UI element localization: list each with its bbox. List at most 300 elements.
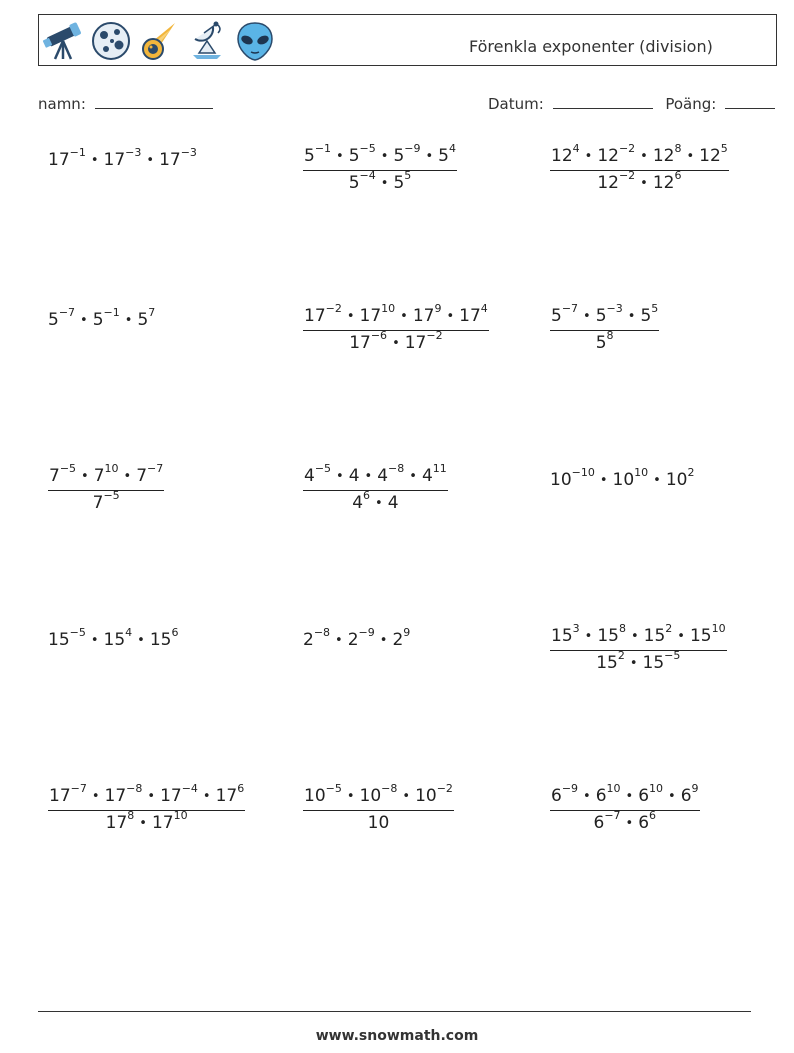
power-term — [421, 462, 447, 486]
multiply-dot: • — [379, 633, 388, 648]
exponent: 9 — [691, 782, 699, 796]
base: 17 — [151, 813, 174, 833]
exponent: −7 — [58, 306, 76, 320]
exponent: −8 — [388, 462, 405, 476]
exponent: −7 — [604, 809, 621, 823]
exponent: −8 — [381, 782, 398, 796]
multiply-dot: • — [90, 153, 99, 168]
base: 5 — [595, 306, 607, 326]
base: 17 — [104, 786, 127, 806]
fraction — [550, 782, 700, 835]
product — [303, 626, 411, 650]
power-term — [347, 626, 375, 650]
exponent: −2 — [618, 169, 636, 183]
power-term — [597, 142, 636, 166]
power-term — [595, 782, 621, 806]
power-term — [643, 622, 673, 646]
base: 6 — [595, 786, 607, 806]
power-term — [550, 466, 595, 490]
base: 17 — [105, 813, 128, 833]
exponent: 10 — [104, 462, 119, 476]
comet-icon — [137, 19, 181, 63]
power-term — [49, 782, 87, 806]
numerator — [550, 302, 659, 330]
power-term — [404, 329, 443, 353]
power-term — [160, 782, 198, 806]
footer-url: www.snowmath.com — [315, 1028, 479, 1044]
power-term — [680, 782, 699, 806]
base: 4 — [387, 493, 399, 513]
exponent: 2 — [687, 466, 695, 480]
multiply-dot: • — [668, 789, 676, 804]
power-term — [349, 329, 388, 353]
power-term — [438, 142, 456, 166]
multiply-dot: • — [446, 309, 455, 324]
power-term — [48, 146, 86, 170]
base: 10 — [550, 470, 572, 490]
numerator — [303, 302, 489, 330]
fraction — [303, 142, 457, 195]
base: 17 — [349, 333, 371, 353]
base: 6 — [593, 813, 605, 833]
multiply-dot: • — [380, 176, 389, 191]
exponent: −1 — [314, 142, 332, 156]
power-term — [415, 782, 453, 806]
base: 5 — [48, 310, 59, 330]
exponent: −5 — [664, 649, 681, 663]
planet-icon — [89, 19, 133, 63]
problem-p8 — [303, 462, 448, 515]
base: 15 — [48, 630, 70, 650]
exponent: −5 — [59, 462, 77, 476]
base: 6 — [551, 786, 562, 806]
power-term — [638, 782, 664, 806]
exponent: 10 — [381, 302, 396, 316]
exponent: 4 — [480, 302, 488, 316]
base: 17 — [459, 306, 481, 326]
multiply-dot: • — [335, 633, 343, 648]
multiply-dot: • — [425, 149, 434, 164]
base: 7 — [49, 466, 60, 486]
power-term — [551, 142, 580, 166]
base: 10 — [612, 470, 635, 490]
base: 6 — [638, 813, 650, 833]
power-term — [103, 626, 133, 650]
power-term — [393, 169, 412, 193]
multiply-dot: • — [583, 789, 591, 804]
numerator — [303, 142, 457, 170]
numerator — [303, 462, 448, 490]
power-term — [304, 302, 342, 326]
base: 4 — [421, 466, 433, 486]
multiply-dot: • — [91, 789, 100, 804]
multiply-dot: • — [402, 789, 411, 804]
base: 5 — [137, 310, 149, 330]
exponent: −5 — [103, 489, 120, 503]
exponent: 6 — [171, 626, 179, 640]
multiply-dot: • — [375, 496, 383, 511]
multiply-dot: • — [346, 789, 355, 804]
exponent: −3 — [606, 302, 623, 316]
exponent: 6 — [674, 169, 682, 183]
problem-p2 — [303, 142, 457, 195]
denominator — [303, 490, 448, 515]
satellite-dish-icon — [185, 19, 229, 63]
power-term — [48, 306, 76, 330]
base: 2 — [303, 630, 314, 650]
multiply-dot: • — [630, 629, 639, 644]
exponent: 6 — [363, 489, 371, 503]
power-term — [137, 306, 156, 330]
base: 12 — [652, 173, 675, 193]
base: 5 — [92, 310, 104, 330]
score-blank[interactable] — [725, 94, 775, 109]
problem-p11 — [303, 626, 411, 652]
icon-strip — [41, 19, 277, 63]
base: 5 — [393, 173, 405, 193]
numerator — [303, 782, 454, 810]
multiply-dot: • — [400, 309, 408, 324]
denominator — [48, 810, 245, 835]
power-term — [215, 782, 245, 806]
power-term — [596, 649, 625, 673]
power-term — [699, 142, 728, 166]
worksheet-title: Förenkla exponenter (division) — [469, 37, 713, 56]
fraction — [48, 462, 164, 513]
denominator — [303, 330, 489, 355]
exponent: 6 — [237, 782, 245, 796]
fraction — [303, 462, 448, 515]
power-term — [689, 622, 726, 646]
problem-p13 — [48, 782, 245, 835]
base: 5 — [438, 146, 449, 166]
numerator — [48, 782, 245, 810]
power-term — [348, 169, 376, 193]
exponent: −7 — [147, 462, 164, 476]
multiply-dot: • — [147, 789, 156, 804]
exponent: −5 — [325, 782, 342, 796]
problem-p1 — [48, 146, 197, 172]
power-term — [551, 622, 580, 646]
power-term — [597, 622, 626, 646]
problem-p10 — [48, 626, 179, 652]
base: 12 — [652, 146, 675, 166]
name-blank[interactable] — [95, 94, 213, 109]
power-term — [304, 462, 332, 486]
multiply-dot: • — [202, 789, 211, 804]
exponent: −2 — [325, 302, 342, 316]
base: 17 — [103, 150, 126, 170]
exponent: −2 — [618, 142, 636, 156]
base: 4 — [352, 493, 364, 513]
exponent: −9 — [358, 626, 375, 640]
numerator — [48, 462, 164, 490]
exponent: 7 — [148, 306, 156, 320]
power-term — [612, 466, 649, 490]
power-term — [359, 302, 396, 326]
problem-p6 — [550, 302, 659, 353]
base: 15 — [103, 630, 126, 650]
power-term — [104, 782, 143, 806]
multiply-dot: • — [409, 469, 417, 484]
denominator — [550, 330, 659, 353]
base: 10 — [415, 786, 437, 806]
power-term — [304, 142, 332, 166]
exponent: −4 — [181, 782, 198, 796]
power-term — [352, 489, 371, 513]
exponent: −3 — [180, 146, 197, 160]
exponent: 10 — [711, 622, 726, 636]
exponent: 10 — [634, 466, 649, 480]
product — [48, 306, 156, 330]
exponent: −5 — [359, 142, 376, 156]
power-term — [597, 169, 636, 193]
multiply-dot: • — [137, 633, 145, 648]
exponent: 8 — [127, 809, 135, 823]
denominator — [550, 650, 727, 675]
name-field — [38, 94, 213, 113]
exponent: −9 — [561, 782, 579, 796]
telescope-icon — [41, 19, 85, 63]
exponent: −8 — [126, 782, 143, 796]
multiply-dot: • — [336, 149, 344, 164]
fraction — [303, 782, 454, 833]
exponent: 5 — [404, 169, 412, 183]
base: 5 — [551, 306, 562, 326]
exponent: 6 — [649, 809, 657, 823]
product — [550, 466, 695, 490]
base: 10 — [304, 786, 326, 806]
base: 17 — [49, 786, 71, 806]
exponent: 4 — [572, 142, 580, 156]
multiply-dot: • — [629, 656, 638, 671]
problem-p15 — [550, 782, 700, 835]
power-term — [303, 626, 331, 650]
base: 15 — [642, 653, 665, 673]
base: 15 — [597, 626, 619, 646]
numerator — [550, 142, 729, 170]
base: 2 — [347, 630, 359, 650]
denominator — [48, 490, 164, 513]
power-term — [159, 146, 197, 170]
exponent: 11 — [432, 462, 447, 476]
multiply-dot: • — [627, 309, 636, 324]
base: 7 — [92, 493, 104, 513]
power-term — [593, 809, 621, 833]
exponent: −5 — [69, 626, 86, 640]
denominator — [303, 810, 454, 833]
product — [48, 146, 197, 170]
base: 5 — [640, 306, 652, 326]
base: 6 — [680, 786, 692, 806]
power-term — [92, 306, 120, 330]
power-term — [105, 809, 135, 833]
power-term — [665, 466, 695, 490]
exponent: 9 — [403, 626, 411, 640]
fraction — [303, 302, 489, 355]
power-term — [151, 809, 188, 833]
base: 17 — [359, 306, 382, 326]
exponent: 4 — [448, 142, 456, 156]
multiply-dot: • — [392, 336, 400, 351]
exponent: −7 — [561, 302, 579, 316]
exponent: −3 — [125, 146, 142, 160]
exponent: −4 — [359, 169, 376, 183]
multiply-dot: • — [90, 633, 99, 648]
date-blank[interactable] — [553, 94, 653, 109]
base: 6 — [638, 786, 650, 806]
problem-p4 — [48, 306, 156, 332]
exponent: 5 — [651, 302, 659, 316]
base: 12 — [699, 146, 721, 166]
numerator — [550, 622, 727, 650]
exponent: 8 — [606, 329, 614, 343]
base: 5 — [595, 333, 607, 353]
exponent: 2 — [617, 649, 625, 663]
footer-divider — [38, 1011, 751, 1012]
base: 15 — [643, 626, 666, 646]
exponent: −6 — [370, 329, 388, 343]
base: 5 — [348, 173, 360, 193]
power-term — [595, 329, 614, 353]
power-term — [368, 813, 390, 833]
multiply-dot: • — [584, 149, 593, 164]
multiply-dot: • — [346, 309, 355, 324]
power-term — [49, 462, 77, 486]
multiply-dot: • — [146, 153, 155, 168]
power-term — [349, 466, 360, 486]
power-term — [103, 146, 142, 170]
base: 17 — [215, 786, 238, 806]
base: 17 — [159, 150, 181, 170]
base: 10 — [665, 470, 688, 490]
base: 15 — [149, 630, 172, 650]
problem-p14 — [303, 782, 454, 833]
multiply-dot: • — [625, 789, 634, 804]
multiply-dot: • — [364, 469, 373, 484]
product — [48, 626, 179, 650]
power-term — [551, 302, 579, 326]
multiply-dot: • — [380, 149, 389, 164]
multiply-dot: • — [336, 469, 344, 484]
exponent: 8 — [618, 622, 626, 636]
exponent: 10 — [649, 782, 664, 796]
base: 17 — [404, 333, 427, 353]
multiply-dot: • — [81, 469, 89, 484]
score-label: Poäng: — [665, 95, 717, 113]
denominator — [550, 170, 729, 195]
power-term — [459, 302, 488, 326]
power-term — [412, 302, 442, 326]
base: 10 — [367, 813, 390, 833]
power-term — [93, 462, 119, 486]
base: 4 — [304, 466, 315, 486]
multiply-dot: • — [677, 629, 685, 644]
exponent: 10 — [173, 809, 188, 823]
base: 12 — [597, 146, 619, 166]
power-term — [149, 626, 179, 650]
base: 12 — [597, 173, 619, 193]
exponent: −9 — [404, 142, 421, 156]
exponent: 3 — [572, 622, 580, 636]
power-term — [638, 809, 657, 833]
base: 4 — [377, 466, 389, 486]
base: 12 — [551, 146, 573, 166]
multiply-dot: • — [80, 313, 88, 328]
numerator — [550, 782, 700, 810]
problem-p9 — [550, 466, 695, 492]
multiply-dot: • — [583, 309, 591, 324]
header-box — [38, 14, 777, 66]
power-term — [642, 649, 681, 673]
power-term — [551, 782, 579, 806]
power-term — [136, 462, 164, 486]
exponent: −7 — [70, 782, 87, 796]
power-term — [348, 142, 376, 166]
multiply-dot: • — [625, 816, 634, 831]
base: 7 — [93, 466, 105, 486]
exponent: 2 — [665, 622, 673, 636]
multiply-dot: • — [686, 149, 695, 164]
power-term — [393, 142, 421, 166]
multiply-dot: • — [599, 473, 608, 488]
date-label: Datum: — [488, 95, 544, 113]
base: 4 — [348, 466, 360, 486]
power-term — [359, 782, 398, 806]
base: 2 — [392, 630, 404, 650]
denominator — [303, 170, 457, 195]
fraction — [550, 142, 729, 195]
multiply-dot: • — [653, 473, 661, 488]
power-term — [388, 493, 399, 513]
exponent: 4 — [125, 626, 133, 640]
base: 5 — [348, 146, 360, 166]
exponent: 5 — [720, 142, 728, 156]
multiply-dot: • — [640, 176, 648, 191]
base: 15 — [689, 626, 712, 646]
denominator — [550, 810, 700, 835]
fraction — [48, 782, 245, 835]
base: 7 — [136, 466, 148, 486]
power-term — [377, 462, 405, 486]
base: 17 — [48, 150, 70, 170]
power-term — [392, 626, 411, 650]
base: 5 — [393, 146, 405, 166]
power-term — [595, 302, 623, 326]
date-score-field — [488, 94, 775, 113]
multiply-dot: • — [640, 149, 648, 164]
exponent: −2 — [426, 329, 443, 343]
power-term — [92, 489, 120, 513]
exponent: −1 — [103, 306, 120, 320]
exponent: 10 — [606, 782, 621, 796]
alien-icon — [233, 19, 277, 63]
power-term — [48, 626, 86, 650]
multiply-dot: • — [139, 816, 147, 831]
problem-p12 — [550, 622, 727, 675]
exponent: 8 — [674, 142, 682, 156]
fraction — [550, 622, 727, 675]
exponent: 9 — [434, 302, 442, 316]
problem-p3 — [550, 142, 729, 195]
multiply-dot: • — [124, 313, 133, 328]
fraction — [550, 302, 659, 353]
power-term — [640, 302, 659, 326]
base: 5 — [304, 146, 315, 166]
multiply-dot: • — [123, 469, 132, 484]
base: 17 — [160, 786, 182, 806]
exponent: −10 — [571, 466, 595, 480]
